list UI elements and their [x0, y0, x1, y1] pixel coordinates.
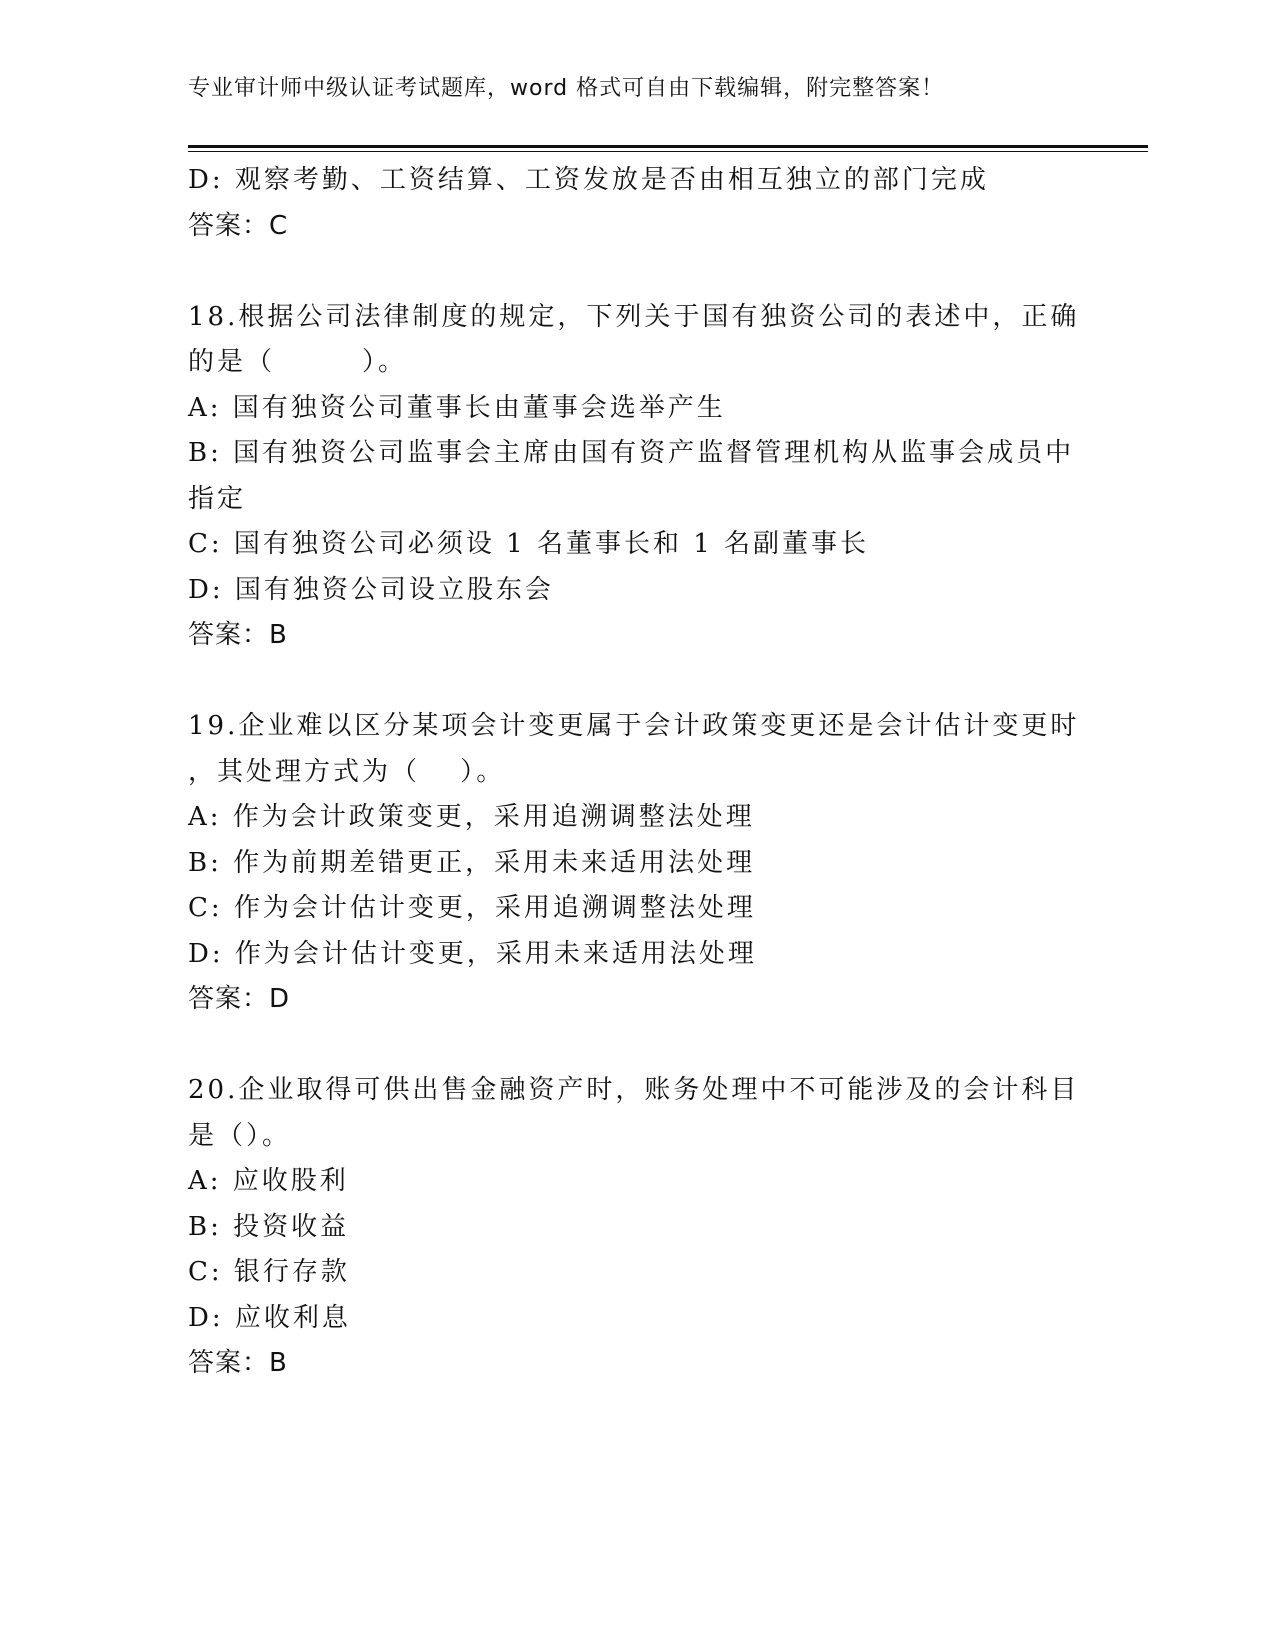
- option-a: A: 作为会计政策变更，采用追溯调整法处理: [188, 802, 755, 832]
- option-b: B: 国有独资公司监事会主席由国有资产监督管理机构从监事会成员中: [188, 438, 1075, 468]
- answer: 答案：D: [188, 984, 291, 1014]
- answer: 答案：B: [188, 620, 288, 650]
- header-rule-thin: [188, 151, 1148, 152]
- question-stem: 18.根据公司法律制度的规定，下列关于国有独资公司的表述中，正确: [188, 301, 1080, 332]
- page-header: 专业审计师中级认证考试题库，word 格式可自由下载编辑，附完整答案！: [188, 76, 945, 101]
- question-20: [188, 1068, 1078, 1387]
- spacer: [188, 249, 1078, 295]
- answer: 答案：C: [188, 210, 289, 241]
- option-b: B: 作为前期差错更正，采用未来适用法处理: [188, 847, 756, 878]
- spacer: [188, 1023, 1078, 1069]
- option-c: C: 作为会计估计变更，采用追溯调整法处理: [188, 893, 756, 923]
- question-stem-cont: 是（）。: [188, 1120, 292, 1151]
- question-stem-cont: ，其处理方式为（ ）。: [188, 756, 506, 787]
- prev-question-tail: [188, 158, 1078, 249]
- question-18: [188, 295, 1078, 659]
- option-d: D: 观察考勤、工资结算、工资发放是否由相互独立的部门完成: [188, 165, 989, 195]
- option-a: A: 应收股利: [188, 1166, 349, 1196]
- question-stem-cont: 的是（ ）。: [188, 347, 408, 377]
- option-b: B: 投资收益: [188, 1211, 350, 1242]
- question-19: [188, 704, 1078, 1023]
- option-d: D: 作为会计估计变更，采用未来适用法处理: [188, 938, 757, 969]
- option-a: A: 国有独资公司董事长由董事会选举产生: [188, 392, 726, 423]
- option-d: D: 应收利息: [188, 1302, 351, 1333]
- header-rule-thick: [188, 145, 1148, 148]
- option-b-cont: 指定: [188, 483, 247, 514]
- option-d: D: 国有独资公司设立股东会: [188, 574, 554, 605]
- question-stem: 20.企业取得可供出售金融资产时，账务处理中不可能涉及的会计科目: [188, 1075, 1080, 1105]
- question-stem: 19.企业难以区分某项会计变更属于会计政策变更还是会计估计变更时: [188, 711, 1080, 741]
- spacer: [188, 659, 1078, 705]
- option-c: C: 国有独资公司必须设 1 名董事长和 1 名副董事长: [188, 529, 870, 559]
- document-body: [188, 158, 1078, 1387]
- option-c: C: 银行存款: [188, 1257, 350, 1287]
- answer: 答案：B: [188, 1348, 288, 1378]
